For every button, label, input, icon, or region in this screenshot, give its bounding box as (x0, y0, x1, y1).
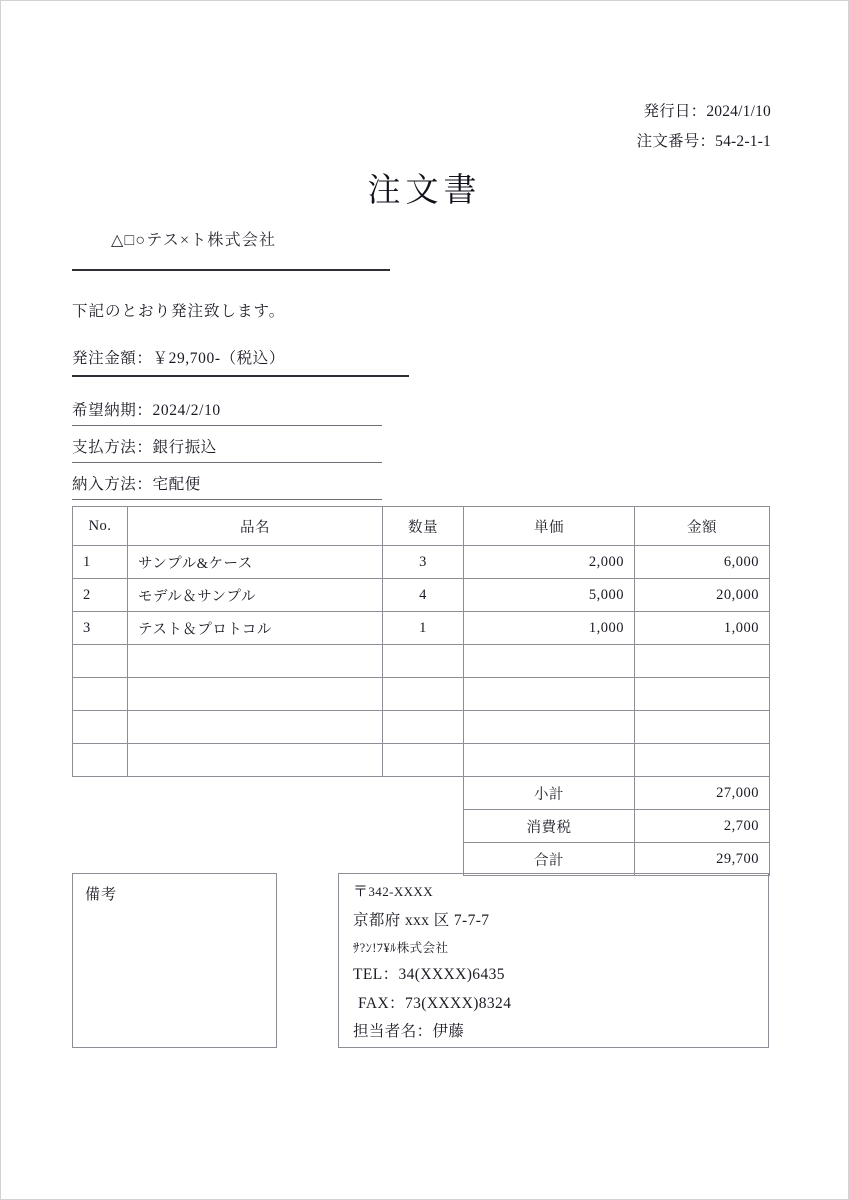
supplier-company-name: ｻ?ﾝ!ﾌ¥ﾙ株式会社 (353, 940, 449, 955)
addressee-divider (72, 269, 390, 271)
cell-qty: 3 (383, 546, 464, 579)
cell-name: サンプル&ケース (128, 546, 383, 579)
spacer-cell (383, 777, 464, 810)
cell-no: 1 (73, 546, 128, 579)
subtotal-value: 27,000 (635, 777, 770, 810)
page-title: 注文書 (367, 173, 482, 209)
cell-qty (383, 645, 464, 678)
spacer-cell (383, 843, 464, 876)
subtotal-label: 小計 (464, 777, 635, 810)
cell-name (128, 711, 383, 744)
column-header-price: 単価 (464, 507, 635, 546)
table-row (73, 546, 770, 579)
column-header-amount: 金額 (635, 507, 770, 546)
order-number: 注文番号：54-2-1-1 (636, 133, 771, 151)
tax-value: 2,700 (635, 810, 770, 843)
addressee-name: △□○テス×ト株式会社 (111, 232, 277, 249)
supplier-zip-value: 342-XXXX (368, 884, 433, 899)
cell-amount (635, 711, 770, 744)
supplier-fax: FAX：73(XXXX)8324 (358, 994, 512, 1012)
cell-name: モデル＆サンプル (128, 579, 383, 612)
intro-text: 下記のとおり発注致します。 (72, 303, 286, 320)
tax-row (73, 810, 770, 843)
total-value: 29,700 (635, 843, 770, 876)
cell-price (464, 645, 635, 678)
supplier-tel: TEL：34(XXXX)6435 (353, 966, 505, 983)
cell-price: 1,000 (464, 612, 635, 645)
spacer-cell (73, 843, 128, 876)
term-shipping-method: 納入方法：宅配便 (72, 472, 382, 500)
total-row (73, 843, 770, 876)
supplier-postal-code (353, 885, 754, 900)
spacer-cell (128, 843, 383, 876)
table-row (73, 678, 770, 711)
cell-qty (383, 744, 464, 777)
cell-price (464, 744, 635, 777)
spacer-cell (383, 810, 464, 843)
cell-price (464, 678, 635, 711)
cell-amount: 6,000 (635, 546, 770, 579)
column-header-qty: 数量 (383, 507, 464, 546)
table-header-row (73, 507, 770, 546)
spacer-cell (128, 810, 383, 843)
cell-qty: 4 (383, 579, 464, 612)
cell-amount (635, 645, 770, 678)
term-delivery-date: 希望納期：2024/2/10 (72, 398, 382, 426)
cell-qty: 1 (383, 612, 464, 645)
remarks-label: 備考 (85, 887, 118, 903)
cell-no (73, 645, 128, 678)
cell-name (128, 744, 383, 777)
cell-name: テスト＆プロトコル (128, 612, 383, 645)
remarks-box (72, 873, 277, 1048)
terms-list (72, 398, 382, 509)
cell-no: 3 (73, 612, 128, 645)
order-amount: 発注金額：￥29,700-（税込） (72, 350, 285, 367)
issue-date: 発行日：2024/1/10 (643, 103, 771, 120)
supplier-address: 京都府 xxx 区 7-7-7 (353, 912, 490, 929)
cell-no (73, 678, 128, 711)
cell-qty (383, 678, 464, 711)
cell-amount: 20,000 (635, 579, 770, 612)
column-header-name: 品名 (128, 507, 383, 546)
cell-name (128, 645, 383, 678)
postal-mark-icon: 〒 (353, 884, 369, 900)
total-label: 合計 (464, 843, 635, 876)
spacer-cell (128, 777, 383, 810)
spacer-cell (73, 810, 128, 843)
cell-no (73, 711, 128, 744)
cell-price: 2,000 (464, 546, 635, 579)
table-row (73, 744, 770, 777)
cell-amount (635, 744, 770, 777)
spacer-cell (73, 777, 128, 810)
table-row (73, 711, 770, 744)
order-amount-divider (72, 375, 409, 377)
cell-no: 2 (73, 579, 128, 612)
cell-name (128, 678, 383, 711)
cell-qty (383, 711, 464, 744)
cell-amount (635, 678, 770, 711)
table-row (73, 579, 770, 612)
document-meta (637, 97, 771, 157)
supplier-contact-person: 担当者名：伊藤 (353, 1023, 465, 1040)
table-row (73, 612, 770, 645)
supplier-info-box (338, 873, 769, 1048)
table-row (73, 645, 770, 678)
tax-label: 消費税 (464, 810, 635, 843)
column-header-no: No. (73, 507, 128, 546)
term-payment-method: 支払方法：銀行振込 (72, 435, 382, 463)
cell-no (73, 744, 128, 777)
cell-price (464, 711, 635, 744)
subtotal-row (73, 777, 770, 810)
cell-price: 5,000 (464, 579, 635, 612)
items-table (72, 506, 770, 876)
cell-amount: 1,000 (635, 612, 770, 645)
